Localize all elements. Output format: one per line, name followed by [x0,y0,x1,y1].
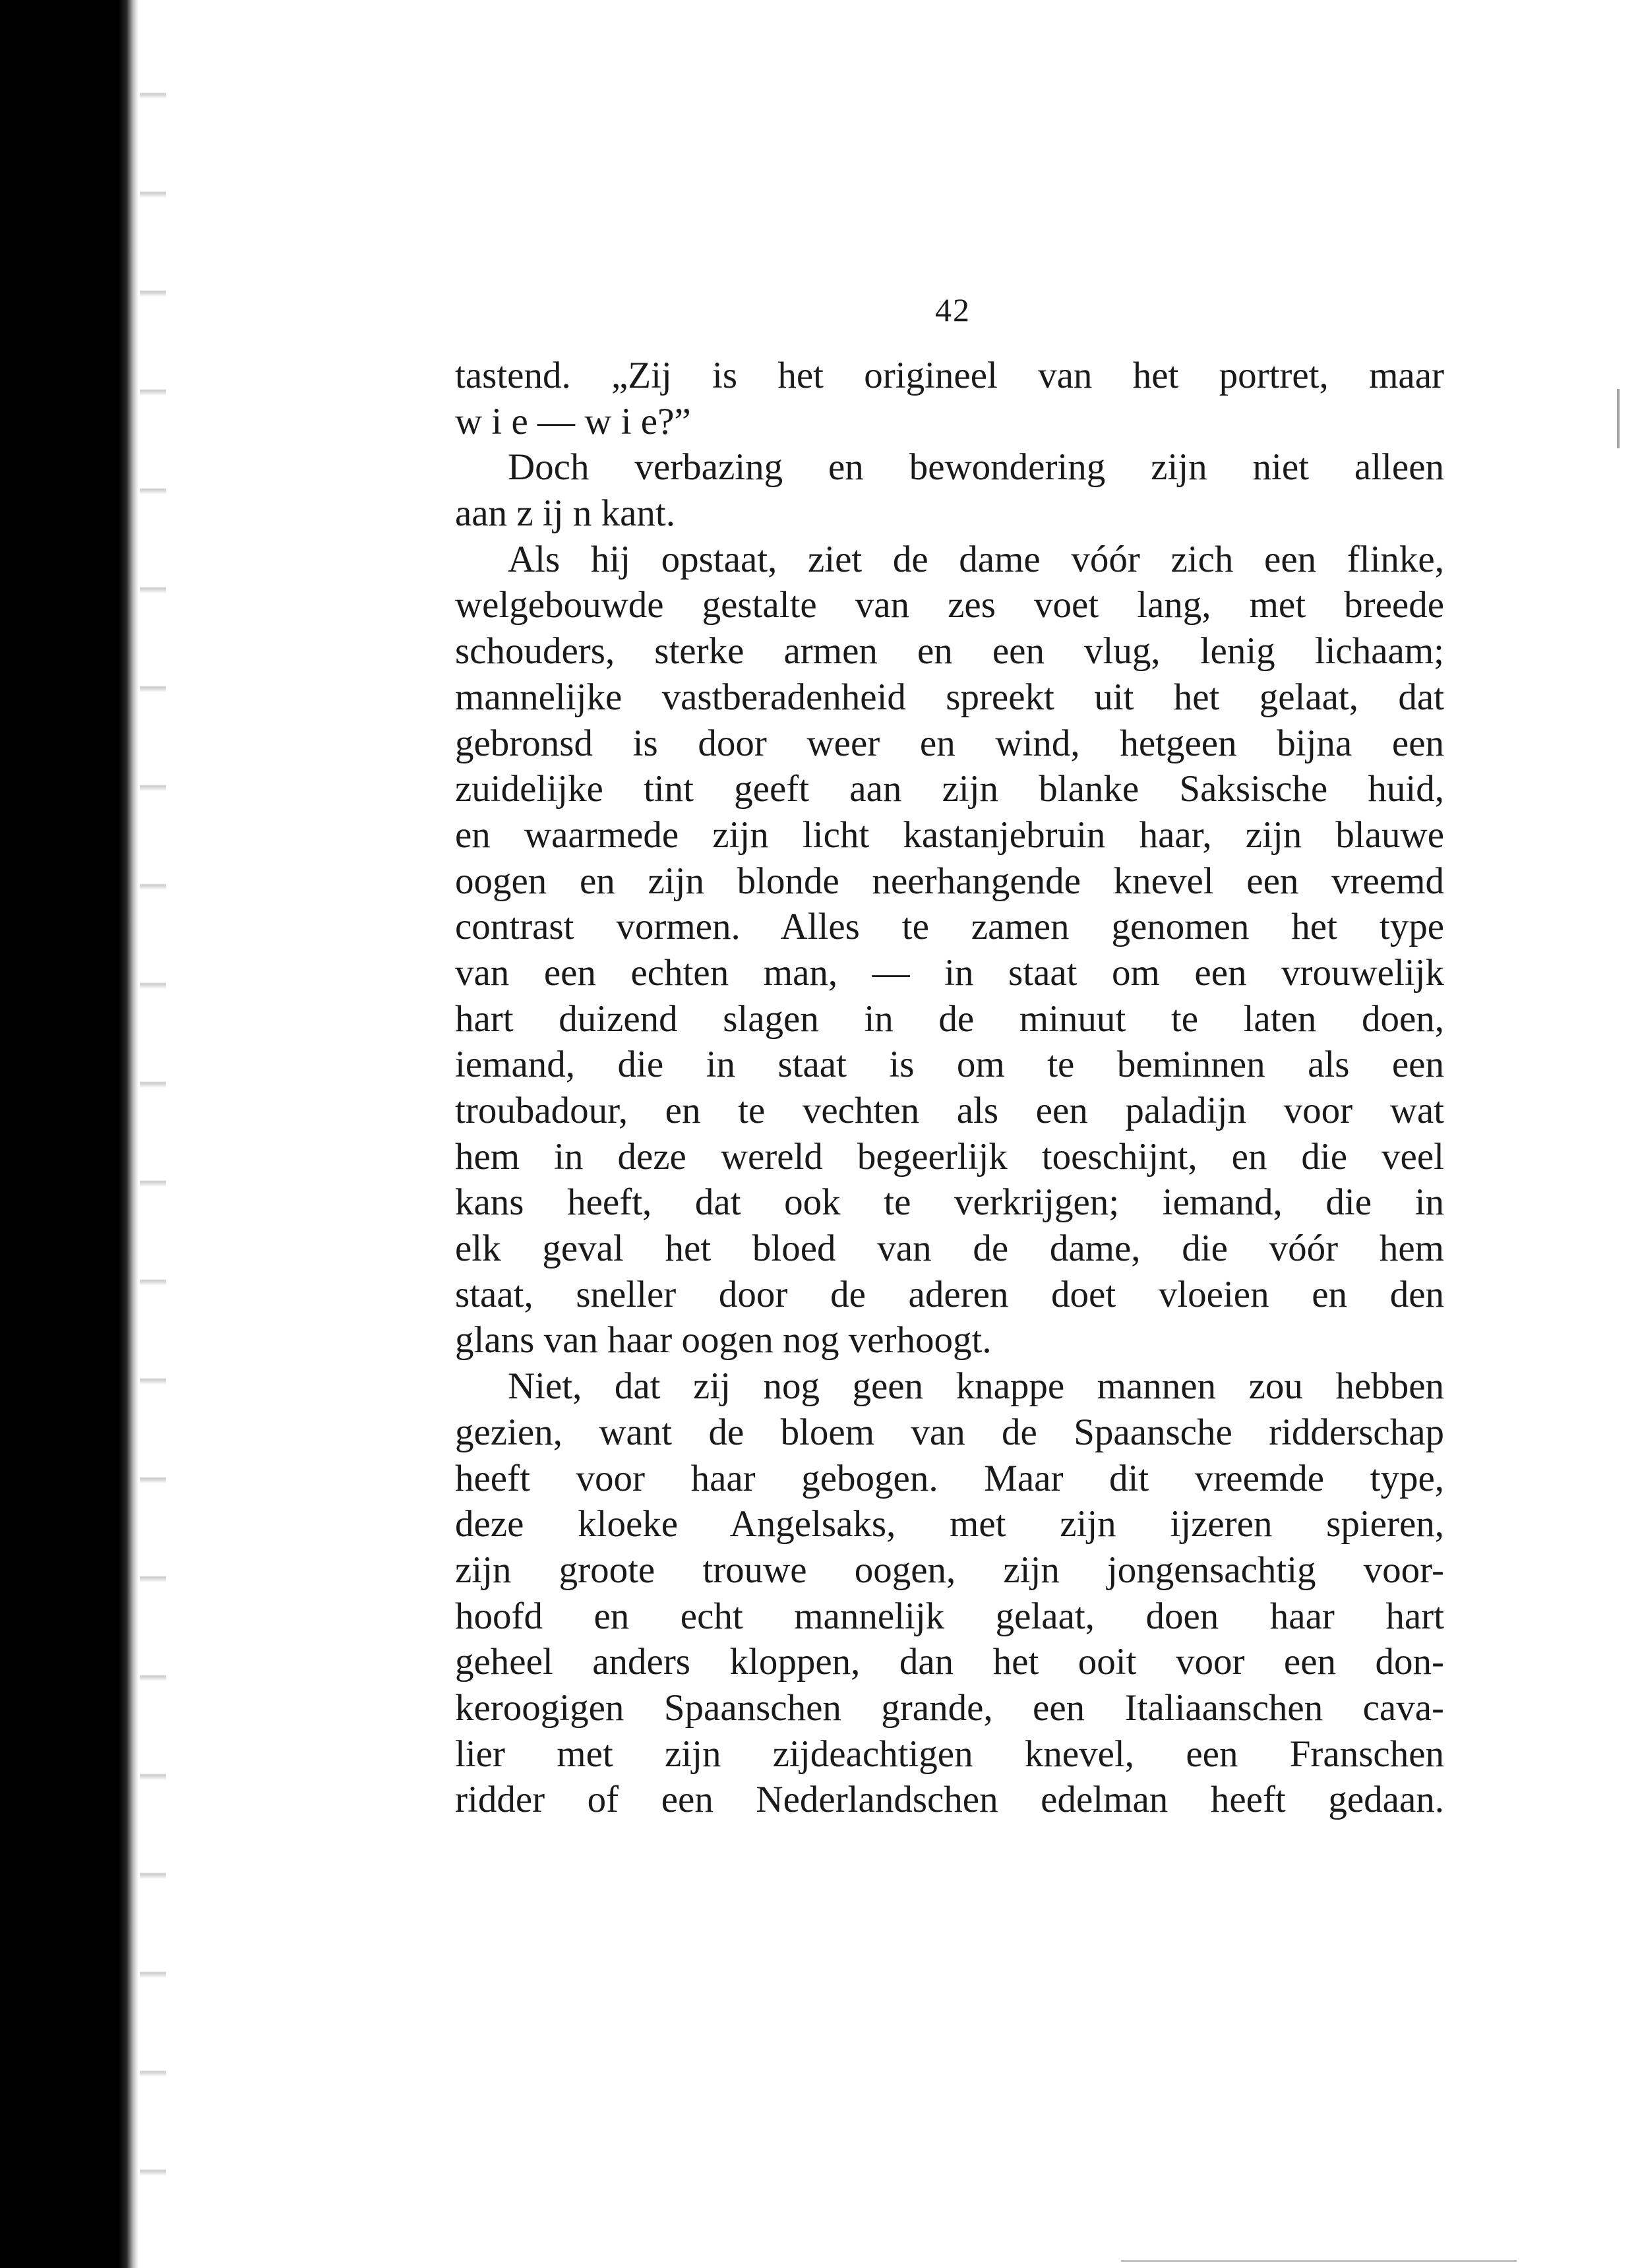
text-line: zuidelijke tint geeft aan zijn blanke Saksische huid, [455,768,1444,810]
text-line: aan z ij n kant. [455,492,675,535]
text-line: tastend. „Zij is het origineel van het portret, maar [455,355,1444,396]
text-line: oogen en zijn blonde neerhangende knevel een vreemd [455,860,1444,902]
text-line: mannelijke vastberadenheid spreekt uit het gelaat, dat [455,676,1444,718]
scan-specks [140,0,166,2268]
text-line: w i e — w i e?” [455,400,691,442]
text-line: deze kloeke Angelsaks, met zijn ijzeren spieren, [455,1503,1444,1545]
text-line: hart duizend slagen in de minuut te laten doen, [455,998,1444,1040]
text-line: gebronsd is door weer en wind, hetgeen bijna een [455,722,1444,764]
text-line: welgebouwde gestalte van zes voet lang, met breede [455,584,1444,626]
text-line: staat, sneller door de aderen doet vloeien en den [455,1273,1444,1315]
text-line: geheel anders kloppen, dan het ooit voor een don- [455,1641,1444,1683]
binding-edge [0,0,138,2268]
text-line: lier met zijn zijdeachtigen knevel, een Franschen [455,1733,1444,1775]
text-line: gezien, want de bloem van de Spaansche ridderschap [455,1411,1444,1453]
text-line: hem in deze wereld begeerlijk toeschijnt, en die veel [455,1135,1444,1178]
text-line: van een echten man, — in staat om een vrouwelijk [455,951,1444,994]
text-line: Als hij opstaat, ziet de dame vóór zich een flinke, [508,538,1444,580]
text-line: en waarmede zijn licht kastanjebruin haar, zijn blauwe [455,814,1444,856]
body-text [455,353,1444,1823]
text-line: kans heeft, dat ook te verkrijgen; iemand, die in [455,1181,1444,1224]
text-line: iemand, die in staat is om te beminnen als een [455,1044,1444,1086]
text-line: keroogigen Spaanschen grande, een Italiaanschen cava- [455,1686,1444,1729]
text-line: heeft voor haar gebogen. Maar dit vreemde type, [455,1457,1444,1499]
text-line: elk geval het bloed van de dame, die vóór hem [455,1228,1444,1270]
text-line: ridder of een Nederlandschen edelman heeft gedaan. [455,1779,1444,1821]
text-line: Niet, dat zij nog geen knappe mannen zou hebben [508,1365,1444,1408]
text-line: troubadour, en te vechten als een paladijn voor wat [455,1090,1444,1131]
text-line: Doch verbazing en bewondering zijn niet alleen [508,446,1444,489]
text-line: glans van haar oogen nog verhoogt. [455,1319,992,1361]
text-line: contrast vormen. Alles te zamen genomen het type [455,906,1444,948]
text-line: zijn groote trouwe oogen, zijn jongensachtig voor- [455,1549,1444,1591]
scan-smudge [1121,2260,1517,2262]
text-line: hoofd en echt mannelijk gelaat, doen haar hart [455,1595,1444,1637]
scan-mark [1617,389,1620,448]
page-number: 42 [935,291,971,328]
text-line: schouders, sterke armen en een vlug, lenig lichaam; [455,630,1444,672]
